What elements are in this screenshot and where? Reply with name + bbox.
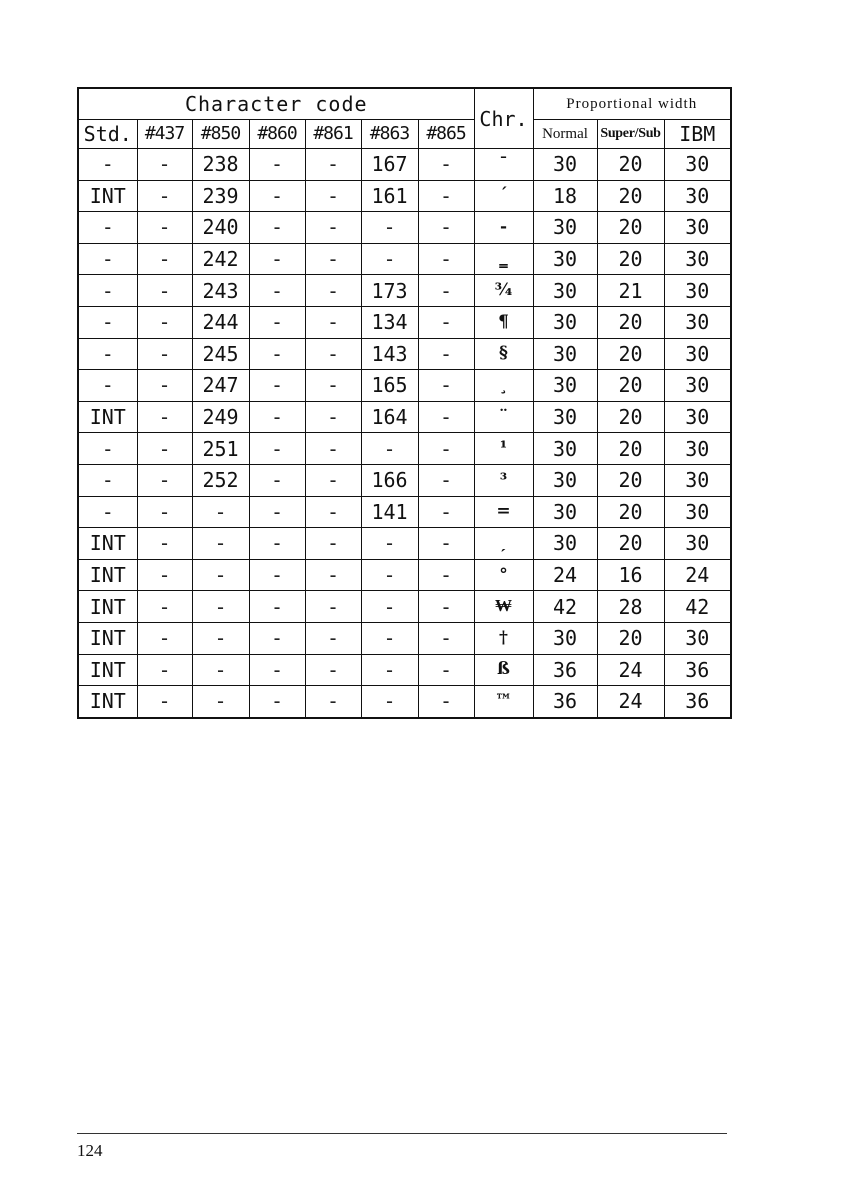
- cp861-cell: -: [305, 275, 361, 307]
- cp850-cell: 249: [192, 401, 249, 433]
- cp850-column-header: #850: [192, 120, 249, 149]
- ibm-width-cell: 36: [664, 654, 731, 686]
- cp437-cell: -: [137, 591, 192, 623]
- std-cell: -: [78, 243, 137, 275]
- cp865-cell: -: [418, 686, 474, 718]
- super-sub-width-cell: 20: [597, 338, 664, 370]
- cp437-cell: -: [137, 464, 192, 496]
- cp437-cell: -: [137, 559, 192, 591]
- table-row: [78, 306, 731, 338]
- cp437-cell: -: [137, 306, 192, 338]
- normal-width-cell: 42: [533, 591, 597, 623]
- ibm-width-cell: 30: [664, 464, 731, 496]
- cp861-cell: -: [305, 243, 361, 275]
- cp860-cell: -: [249, 180, 305, 212]
- chr-cell: ³: [474, 464, 533, 496]
- super-sub-width-cell: 16: [597, 559, 664, 591]
- table-row: [78, 180, 731, 212]
- normal-width-column-header: Normal: [533, 120, 597, 149]
- footer-rule: [77, 1133, 727, 1134]
- cp863-cell: -: [361, 686, 418, 718]
- std-cell: INT: [78, 686, 137, 718]
- chr-cell: =: [474, 496, 533, 528]
- ibm-width-cell: 30: [664, 212, 731, 244]
- cp861-cell: -: [305, 622, 361, 654]
- cp437-cell: -: [137, 370, 192, 402]
- ibm-width-cell: 30: [664, 243, 731, 275]
- std-cell: -: [78, 338, 137, 370]
- cp861-cell: -: [305, 212, 361, 244]
- chr-cell: ™: [474, 686, 533, 718]
- normal-width-cell: 30: [533, 370, 597, 402]
- chr-cell: °: [474, 559, 533, 591]
- cp861-cell: -: [305, 591, 361, 623]
- normal-width-cell: 30: [533, 401, 597, 433]
- table-row: [78, 433, 731, 465]
- cp861-cell: -: [305, 559, 361, 591]
- cp860-cell: -: [249, 559, 305, 591]
- cp863-cell: 173: [361, 275, 418, 307]
- cp437-cell: -: [137, 433, 192, 465]
- normal-width-cell: 30: [533, 275, 597, 307]
- cp863-cell: 134: [361, 306, 418, 338]
- cp860-cell: -: [249, 306, 305, 338]
- cp863-cell: 164: [361, 401, 418, 433]
- cp861-cell: -: [305, 496, 361, 528]
- cp863-column-header: #863: [361, 120, 418, 149]
- cp865-cell: -: [418, 306, 474, 338]
- cp863-cell: 141: [361, 496, 418, 528]
- header-row-group: [78, 88, 731, 120]
- super-sub-width-cell: 20: [597, 622, 664, 654]
- table-row: [78, 243, 731, 275]
- cp850-cell: 239: [192, 180, 249, 212]
- cp861-column-header: #861: [305, 120, 361, 149]
- chr-cell: ¶: [474, 306, 533, 338]
- normal-width-cell: 30: [533, 306, 597, 338]
- std-cell: -: [78, 496, 137, 528]
- std-cell: -: [78, 464, 137, 496]
- cp437-cell: -: [137, 243, 192, 275]
- cp850-cell: -: [192, 528, 249, 560]
- cp865-cell: -: [418, 528, 474, 560]
- cp437-cell: -: [137, 654, 192, 686]
- std-cell: -: [78, 433, 137, 465]
- super-sub-width-cell: 20: [597, 370, 664, 402]
- cp861-cell: -: [305, 370, 361, 402]
- cp850-cell: 242: [192, 243, 249, 275]
- cp861-cell: -: [305, 528, 361, 560]
- chr-cell: †: [474, 622, 533, 654]
- chr-cell: ¯: [474, 149, 533, 181]
- std-cell: -: [78, 212, 137, 244]
- cp850-cell: 245: [192, 338, 249, 370]
- cp863-cell: -: [361, 433, 418, 465]
- cp437-cell: -: [137, 496, 192, 528]
- normal-width-cell: 30: [533, 528, 597, 560]
- cp850-cell: -: [192, 654, 249, 686]
- character-code-group-header: Character code: [78, 88, 474, 120]
- cp850-cell: 243: [192, 275, 249, 307]
- std-cell: INT: [78, 591, 137, 623]
- table-row: [78, 591, 731, 623]
- cp860-cell: -: [249, 496, 305, 528]
- std-cell: INT: [78, 528, 137, 560]
- super-sub-width-cell: 20: [597, 306, 664, 338]
- cp860-cell: -: [249, 149, 305, 181]
- cp865-cell: -: [418, 591, 474, 623]
- chr-cell: ¾: [474, 275, 533, 307]
- super-sub-width-cell: 20: [597, 464, 664, 496]
- cp861-cell: -: [305, 149, 361, 181]
- table-row: [78, 622, 731, 654]
- ibm-width-cell: 30: [664, 149, 731, 181]
- cp865-cell: -: [418, 496, 474, 528]
- cp863-cell: 161: [361, 180, 418, 212]
- ibm-width-cell: 30: [664, 338, 731, 370]
- cp865-cell: -: [418, 149, 474, 181]
- cp860-cell: -: [249, 401, 305, 433]
- cp850-cell: 240: [192, 212, 249, 244]
- cp437-cell: -: [137, 401, 192, 433]
- cp860-cell: -: [249, 243, 305, 275]
- cp865-cell: -: [418, 464, 474, 496]
- cp860-cell: -: [249, 370, 305, 402]
- ibm-width-cell: 30: [664, 180, 731, 212]
- std-cell: INT: [78, 180, 137, 212]
- cp860-cell: -: [249, 275, 305, 307]
- normal-width-cell: 30: [533, 338, 597, 370]
- table-body: [78, 149, 731, 718]
- cp437-cell: -: [137, 622, 192, 654]
- normal-width-cell: 30: [533, 433, 597, 465]
- super-sub-width-cell: 20: [597, 149, 664, 181]
- cp865-cell: -: [418, 212, 474, 244]
- std-cell: -: [78, 370, 137, 402]
- cp861-cell: -: [305, 401, 361, 433]
- super-sub-width-column-header: Super/Sub: [597, 120, 664, 149]
- std-cell: -: [78, 149, 137, 181]
- cp860-cell: -: [249, 464, 305, 496]
- cp437-cell: -: [137, 180, 192, 212]
- chr-cell: ´: [474, 180, 533, 212]
- normal-width-cell: 24: [533, 559, 597, 591]
- super-sub-width-cell: 20: [597, 401, 664, 433]
- normal-width-cell: 30: [533, 464, 597, 496]
- std-cell: INT: [78, 654, 137, 686]
- chr-cell: -: [474, 212, 533, 244]
- ibm-width-cell: 30: [664, 528, 731, 560]
- table-header: [78, 88, 731, 149]
- cp860-cell: -: [249, 654, 305, 686]
- cp850-cell: -: [192, 559, 249, 591]
- chr-column-header: Chr.: [474, 88, 533, 149]
- cp860-cell: -: [249, 338, 305, 370]
- cp863-cell: -: [361, 559, 418, 591]
- ibm-width-cell: 30: [664, 275, 731, 307]
- super-sub-width-cell: 21: [597, 275, 664, 307]
- cp860-cell: -: [249, 591, 305, 623]
- header-row-columns: [78, 120, 731, 149]
- ibm-width-cell: 30: [664, 433, 731, 465]
- cp863-cell: 166: [361, 464, 418, 496]
- std-cell: -: [78, 306, 137, 338]
- table-row: [78, 464, 731, 496]
- cp850-cell: -: [192, 622, 249, 654]
- cp863-cell: -: [361, 622, 418, 654]
- cp861-cell: -: [305, 338, 361, 370]
- super-sub-width-cell: 20: [597, 212, 664, 244]
- ibm-width-cell: 36: [664, 686, 731, 718]
- cp860-cell: -: [249, 528, 305, 560]
- ibm-width-cell: 30: [664, 622, 731, 654]
- chr-cell: ¸: [474, 370, 533, 402]
- std-cell: INT: [78, 559, 137, 591]
- normal-width-cell: 30: [533, 212, 597, 244]
- table-row: [78, 654, 731, 686]
- cp850-cell: -: [192, 591, 249, 623]
- ibm-width-cell: 30: [664, 306, 731, 338]
- cp860-cell: -: [249, 622, 305, 654]
- cp865-cell: -: [418, 243, 474, 275]
- cp865-cell: -: [418, 338, 474, 370]
- super-sub-width-cell: 24: [597, 686, 664, 718]
- cp437-cell: -: [137, 149, 192, 181]
- ibm-width-cell: 30: [664, 401, 731, 433]
- table-row: [78, 370, 731, 402]
- table-row: [78, 338, 731, 370]
- proportional-width-group-header: Proportional width: [533, 88, 731, 120]
- chr-cell: ¨: [474, 401, 533, 433]
- cp861-cell: -: [305, 306, 361, 338]
- cp865-cell: -: [418, 275, 474, 307]
- chr-cell: ¹: [474, 433, 533, 465]
- cp850-cell: 252: [192, 464, 249, 496]
- chr-cell: ₩: [474, 591, 533, 623]
- super-sub-width-cell: 24: [597, 654, 664, 686]
- cp863-cell: -: [361, 591, 418, 623]
- cp850-cell: 251: [192, 433, 249, 465]
- normal-width-cell: 36: [533, 654, 597, 686]
- super-sub-width-cell: 20: [597, 243, 664, 275]
- table-row: [78, 149, 731, 181]
- cp861-cell: -: [305, 464, 361, 496]
- table-row: [78, 401, 731, 433]
- normal-width-cell: 18: [533, 180, 597, 212]
- super-sub-width-cell: 28: [597, 591, 664, 623]
- cp865-cell: -: [418, 559, 474, 591]
- cp865-cell: -: [418, 433, 474, 465]
- cp850-cell: -: [192, 686, 249, 718]
- cp863-cell: -: [361, 528, 418, 560]
- chr-cell: ‗: [474, 243, 533, 275]
- normal-width-cell: 36: [533, 686, 597, 718]
- cp437-cell: -: [137, 212, 192, 244]
- ibm-width-column-header: IBM: [664, 120, 731, 149]
- cp437-cell: -: [137, 338, 192, 370]
- page-number: 124: [77, 1141, 103, 1160]
- ibm-width-cell: 24: [664, 559, 731, 591]
- chr-cell: ˏ: [474, 528, 533, 560]
- normal-width-cell: 30: [533, 243, 597, 275]
- table-row: [78, 496, 731, 528]
- cp850-cell: 244: [192, 306, 249, 338]
- cp850-cell: 247: [192, 370, 249, 402]
- cp865-cell: -: [418, 654, 474, 686]
- table-row: [78, 686, 731, 718]
- cp865-cell: -: [418, 370, 474, 402]
- std-cell: INT: [78, 622, 137, 654]
- normal-width-cell: 30: [533, 622, 597, 654]
- table-row: [78, 275, 731, 307]
- cp863-cell: -: [361, 212, 418, 244]
- table-row: [78, 528, 731, 560]
- ibm-width-cell: 30: [664, 496, 731, 528]
- cp860-cell: -: [249, 686, 305, 718]
- cp860-cell: -: [249, 212, 305, 244]
- cp865-cell: -: [418, 401, 474, 433]
- cp437-cell: -: [137, 528, 192, 560]
- cp437-cell: -: [137, 275, 192, 307]
- cp437-cell: -: [137, 686, 192, 718]
- super-sub-width-cell: 20: [597, 180, 664, 212]
- cp865-cell: -: [418, 622, 474, 654]
- std-cell: -: [78, 275, 137, 307]
- super-sub-width-cell: 20: [597, 528, 664, 560]
- cp850-cell: -: [192, 496, 249, 528]
- cp437-column-header: #437: [137, 120, 192, 149]
- table-row: [78, 212, 731, 244]
- chr-cell: ß: [474, 654, 533, 686]
- cp865-cell: -: [418, 180, 474, 212]
- cp861-cell: -: [305, 654, 361, 686]
- cp850-cell: 238: [192, 149, 249, 181]
- super-sub-width-cell: 20: [597, 496, 664, 528]
- cp863-cell: 167: [361, 149, 418, 181]
- cp861-cell: -: [305, 686, 361, 718]
- cp863-cell: -: [361, 243, 418, 275]
- normal-width-cell: 30: [533, 149, 597, 181]
- cp860-cell: -: [249, 433, 305, 465]
- ibm-width-cell: 42: [664, 591, 731, 623]
- chr-cell: §: [474, 338, 533, 370]
- cp860-column-header: #860: [249, 120, 305, 149]
- normal-width-cell: 30: [533, 496, 597, 528]
- ibm-width-cell: 30: [664, 370, 731, 402]
- cp863-cell: -: [361, 654, 418, 686]
- table-row: [78, 559, 731, 591]
- character-code-table: [77, 87, 732, 719]
- cp861-cell: -: [305, 180, 361, 212]
- std-column-header: Std.: [78, 120, 137, 149]
- super-sub-width-cell: 20: [597, 433, 664, 465]
- cp863-cell: 143: [361, 338, 418, 370]
- cp863-cell: 165: [361, 370, 418, 402]
- cp861-cell: -: [305, 433, 361, 465]
- cp865-column-header: #865: [418, 120, 474, 149]
- std-cell: INT: [78, 401, 137, 433]
